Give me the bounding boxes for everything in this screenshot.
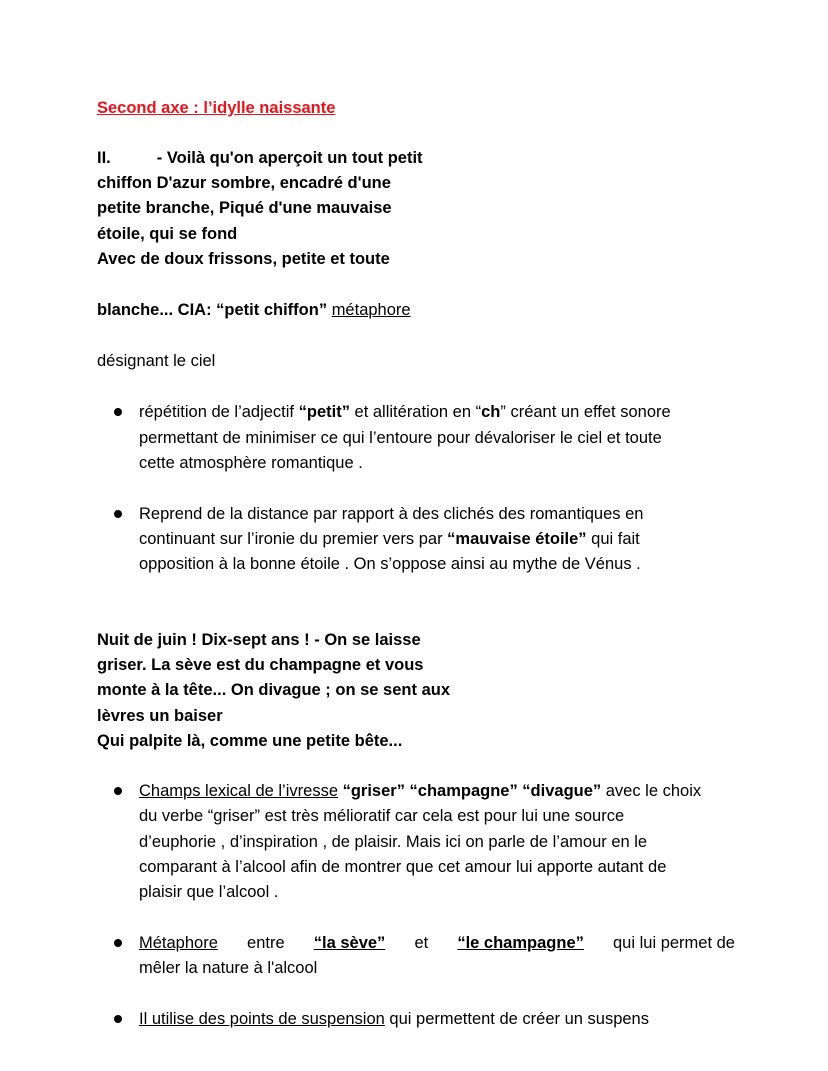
bullet-icon [114, 408, 122, 416]
bullet-text: répétition de l’adjectif “petit” et allitération en “ch” créant un effet sonore [139, 403, 671, 421]
poem-line: Qui palpite là, comme une petite bête... [97, 732, 403, 750]
bullet-icon [114, 939, 122, 947]
bullet-text: Il utilise des points de suspension qui permettent de créer un suspens [139, 1010, 649, 1028]
poem-line: étoile, qui se fond [97, 225, 238, 243]
bullet-text: comparant à l’alcool afin de montrer que cet amour lui apporte autant de [139, 858, 667, 876]
poem-line: petite branche, Piqué d'une mauvaise [97, 199, 392, 217]
poem-line: Nuit de juin ! Dix-sept ans ! - On se laisse [97, 631, 421, 649]
section-title: Second axe : l’idylle naissante [97, 99, 336, 117]
poem-line: II. - Voilà qu'on aperçoit un tout petit [97, 149, 423, 167]
bullet-text: permettant de minimiser ce qui l’entoure pour dévaloriser le ciel et toute [139, 429, 662, 447]
bullet-icon [114, 787, 122, 795]
bullet-icon [114, 510, 122, 518]
poem-line: chiffon D'azur sombre, encadré d'une [97, 174, 391, 192]
bullet-text: plaisir que l’alcool . [139, 883, 279, 901]
bullet-text: Métaphore entre “la sève” et “le champagne” qui lui permet de [139, 934, 735, 952]
poem-line: griser. La sève est du champagne et vous [97, 656, 424, 674]
poem-line: Avec de doux frissons, petite et toute [97, 250, 390, 268]
poem-line: lèvres un baiser [97, 707, 223, 725]
bullet-text: opposition à la bonne étoile . On s’oppose ainsi au mythe de Vénus . [139, 555, 641, 573]
bullet-text: mêler la nature à l'alcool [139, 959, 318, 977]
bullet-text: Reprend de la distance par rapport à des clichés des romantiques en [139, 505, 644, 523]
bullet-icon [114, 1015, 122, 1023]
poem-line: blanche... CIA: “petit chiffon” métaphore [97, 301, 411, 319]
bullet-text: continuant sur l’ironie du premier vers par “mauvaise étoile” qui fait [139, 530, 640, 548]
continuation-text: désignant le ciel [97, 352, 216, 370]
bullet-text: cette atmosphère romantique . [139, 454, 363, 472]
bullet-text: du verbe “griser” est très mélioratif car cela est pour lui une source [139, 807, 625, 825]
poem-line: monte à la tête... On divague ; on se sent aux [97, 681, 451, 699]
bullet-text: Champs lexical de l’ivresse “griser” “champagne” “divague” avec le choix [139, 782, 702, 800]
underlined-term: métaphore [331, 301, 411, 319]
roman-numeral: II. [97, 149, 111, 167]
bullet-text: d’euphorie , d’inspiration , de plaisir. Mais ici on parle de l’amour en le [139, 833, 648, 851]
